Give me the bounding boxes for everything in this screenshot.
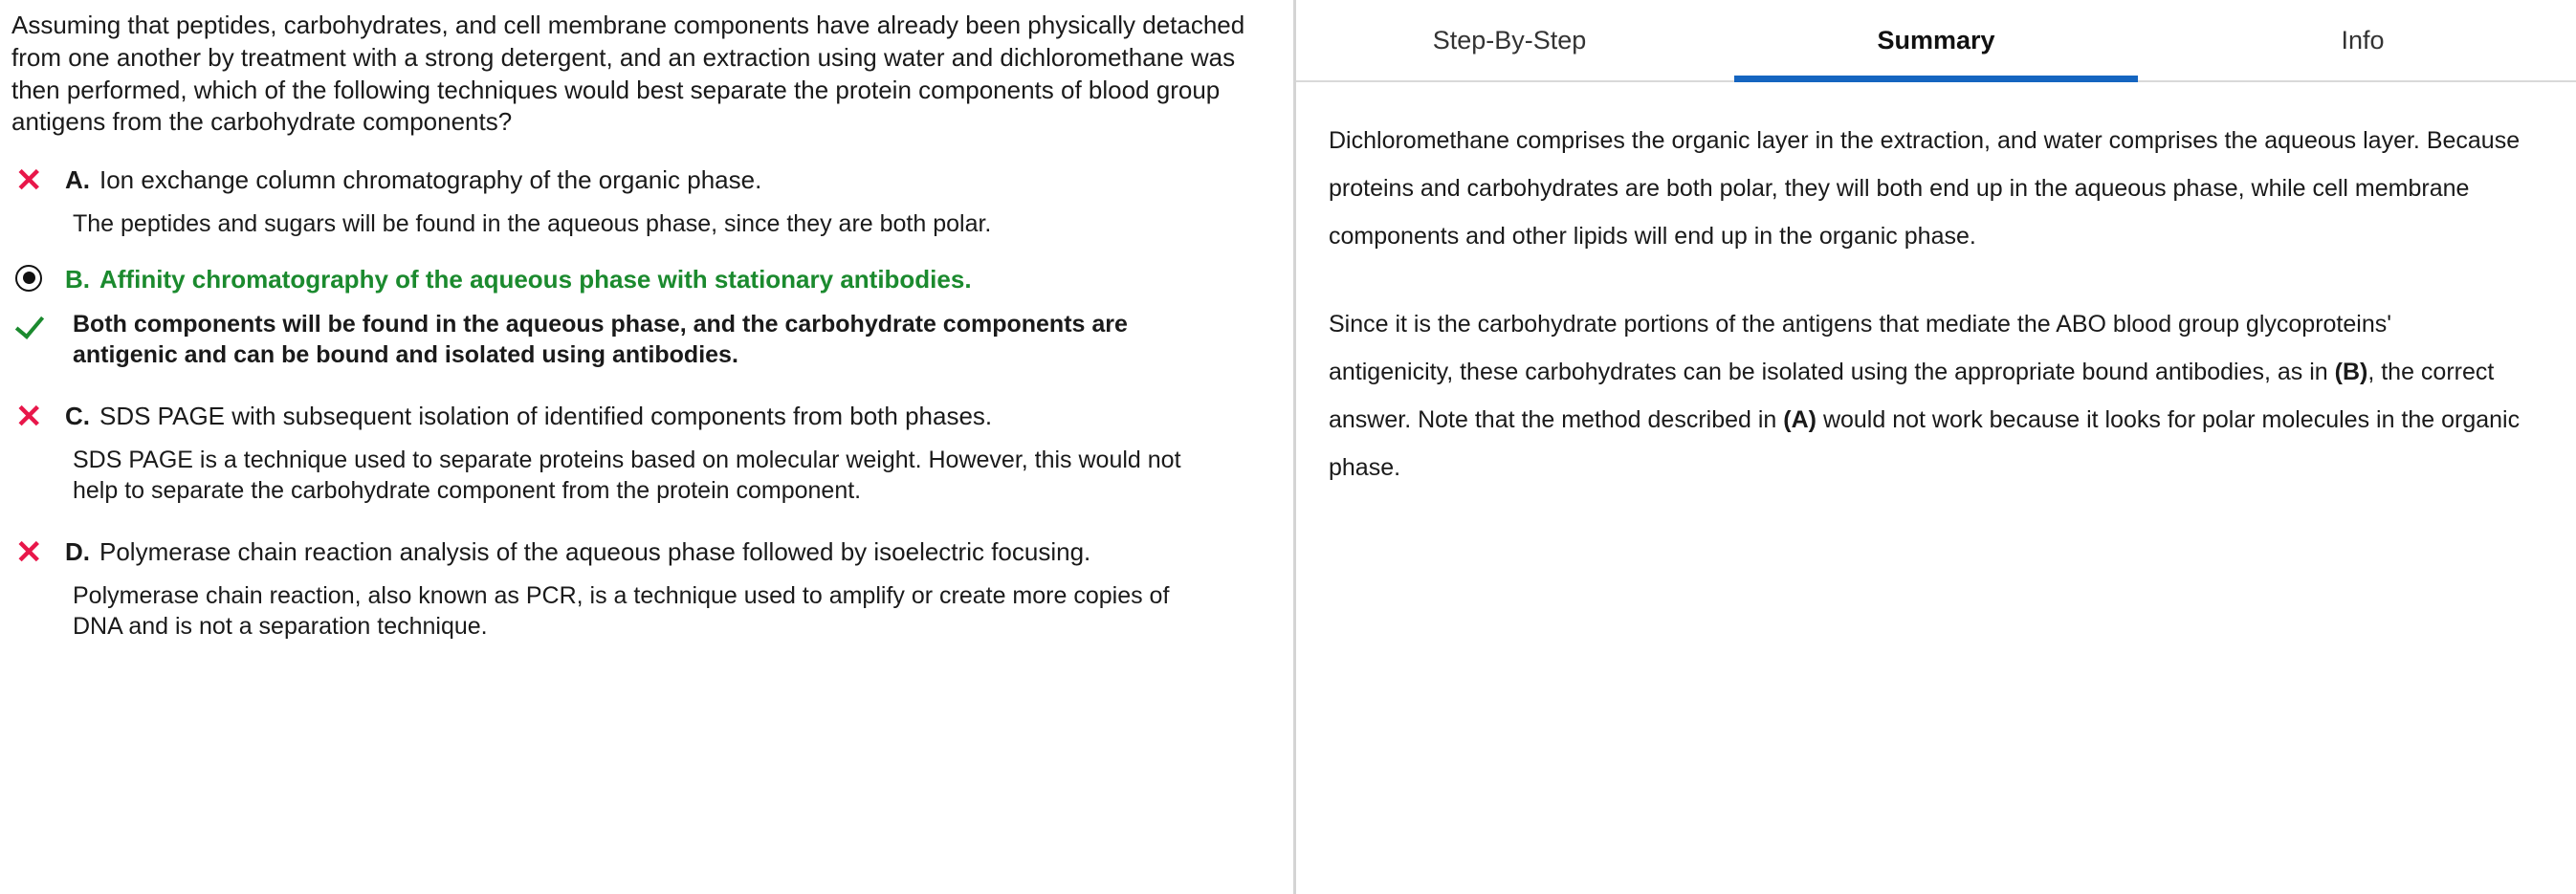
choice-a-mark <box>10 163 65 200</box>
choice-a-explanation-row <box>10 208 1272 240</box>
tab-summary[interactable]: Summary <box>1723 0 2149 80</box>
summary-p2-text-2: , the correct answer. Note that the method described in <box>1329 359 2495 433</box>
tab-info[interactable]: Info <box>2341 25 2385 55</box>
choice-a-explanation-spacer <box>10 208 65 210</box>
check-icon <box>19 311 48 339</box>
choice-row-a[interactable] <box>10 163 1272 200</box>
question-stem: Assuming that peptides, carbohydrates, and cell membrane components have already been physically detached from one another by treatment with a strong detergent, and an extraction using water and dichloromethane was then performed, which of the following techniques would best separate the protein components of blood group antigens from the carbohydrate components? <box>11 11 1245 137</box>
choice-c-explanation-spacer <box>10 445 65 447</box>
choice-b-explanation-row <box>10 309 1272 371</box>
choice-d-mark <box>10 535 65 569</box>
choice-d-letter: D. <box>65 536 90 566</box>
choice-block-b[interactable] <box>10 263 1272 371</box>
choice-block-d[interactable] <box>10 535 1272 643</box>
choice-c-mark <box>10 400 65 433</box>
choice-b-mark[interactable] <box>10 263 65 297</box>
tab-step-by-step[interactable]: Step-By-Step <box>1432 25 1587 55</box>
choice-b-letter: B. <box>65 264 90 294</box>
choice-b-text: Affinity chromatography of the aqueous phase with stationary antibodies. <box>99 264 972 294</box>
explanation-pane <box>1296 0 2576 894</box>
x-mark-icon: ✕ <box>15 534 43 571</box>
summary-p2-bold-a: (A) <box>1783 406 1816 433</box>
choice-d-explanation-row <box>10 580 1272 643</box>
choice-d-explanation-spacer <box>10 580 65 582</box>
choice-row-c[interactable] <box>10 400 1272 433</box>
x-mark-icon: ✕ <box>15 398 43 435</box>
summary-paragraph-1: Dichloromethane comprises the organic layer in the extraction, and water comprises the aqueous layer. Because proteins and carbohydrates are both polar, they will both end up in the aqueous phase, while cell membrane components and other lipids will end up in the organic phase. <box>1329 127 2521 250</box>
choice-block-a[interactable] <box>10 164 1272 240</box>
choice-b-explanation: Both components will be found in the aqueous phase, and the carbohydrate components are antigenic and can be bound and isolated using antibodies. <box>73 310 1128 369</box>
choice-d-explanation: Polymerase chain reaction, also known as PCR, is a technique used to amplify or create more copies of DNA and is not a separation technique. <box>73 581 1170 641</box>
choice-c-letter: C. <box>65 401 90 430</box>
summary-p2-text-1: Since it is the carbohydrate portions of the antigens that mediate the ABO blood group glycoproteins' antigenicity, these carbohydrates can be isolated using the appropriate bound antibodies, as in <box>1329 311 2392 385</box>
summary-content <box>1296 82 2576 491</box>
x-mark-icon: ✕ <box>15 163 43 200</box>
choice-b-check-mark <box>10 309 65 344</box>
choice-a-explanation: The peptides and sugars will be found in the aqueous phase, since they are both polar. <box>73 210 992 238</box>
explanation-tabs <box>1296 0 2576 82</box>
choice-a-letter: A. <box>65 165 90 195</box>
choice-c-text: SDS PAGE with subsequent isolation of identified components from both phases. <box>99 401 993 430</box>
radio-selected-icon[interactable] <box>15 265 42 292</box>
choice-c-explanation-row <box>10 445 1272 507</box>
summary-p2-text-3: would not work because it looks for polar molecules in the organic phase. <box>1329 406 2521 481</box>
choice-c-explanation: SDS PAGE is a technique used to separate proteins based on molecular weight. However, this would not help to separate the carbohydrate component from the protein component. <box>73 446 1181 505</box>
choice-d-text: Polymerase chain reaction analysis of the aqueous phase followed by isoelectric focusing. <box>99 536 1091 566</box>
choice-a-text: Ion exchange column chromatography of the organic phase. <box>99 165 762 195</box>
summary-paragraph-2 <box>1329 300 2522 491</box>
choice-row-d[interactable] <box>10 535 1272 569</box>
summary-p2-bold-b: (B) <box>2334 359 2368 385</box>
choice-block-c[interactable] <box>10 400 1272 507</box>
choice-row-b[interactable] <box>10 263 1272 297</box>
